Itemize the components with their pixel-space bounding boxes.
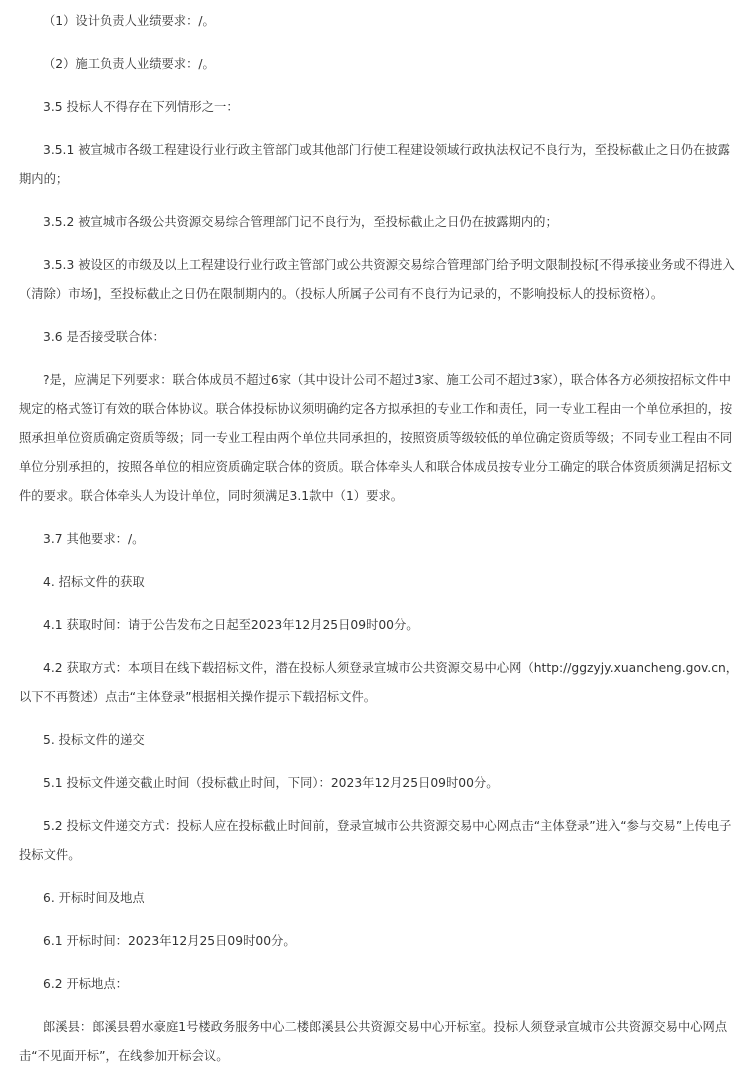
paragraph-4-1: 4.1 获取时间：请于公告发布之日起至2023年12月25日09时00分。 <box>43 618 419 632</box>
section-4-heading: 4. 招标文件的获取 <box>43 575 145 589</box>
paragraph-4-2: 4.2 获取方式：本项目在线下载招标文件，潜在投标人须登录宣城市公共资源交易中心网（http://ggzyjy.xuancheng.gov.cn，以下不再赘述）点击“主体登录”根据相关操作提示下载招标文件。 <box>19 661 739 704</box>
paragraph-construction-lead-requirement: （2）施工负责人业绩要求：/。 <box>43 57 215 71</box>
paragraph-6-1: 6.1 开标时间：2023年12月25日09时00分。 <box>43 934 296 948</box>
paragraph-3-6-heading: 3.6 是否接受联合体： <box>43 330 165 344</box>
paragraph-3-5-3: 3.5.3 被设区的市级及以上工程建设行业行政主管部门或公共资源交易综合管理部门给予明文限制投标[不得承接业务或不得进入（清除）市场]，至投标截止之日仍在限制期内的。（投标人所属子公司有不良行为记录的，不影响投标人的投标资格）。 <box>19 258 735 301</box>
paragraph-3-5-2: 3.5.2 被宣城市各级公共资源交易综合管理部门记不良行为，至投标截止之日仍在披露期内的； <box>43 215 558 229</box>
paragraph-3-7: 3.7 其他要求：/。 <box>43 532 145 546</box>
section-6-heading: 6. 开标时间及地点 <box>43 891 145 905</box>
paragraph-langxi-location: 郎溪县：郎溪县碧水豪庭1号楼政务服务中心二楼郎溪县公共资源交易中心开标室。投标人须登录宣城市公共资源交易中心网点击“不见面开标”，在线参加开标会议。 <box>19 1020 728 1063</box>
paragraph-5-1: 5.1 投标文件递交截止时间（投标截止时间，下同）：2023年12月25日09时00分。 <box>43 776 499 790</box>
paragraph-consortium-requirements: ?是，应满足下列要求：联合体成员不超过6家（其中设计公司不超过3家、施工公司不超过3家），联合体各方必须按招标文件中规定的格式签订有效的联合体协议。联合体投标协议须明确约定各方拟承担的专业工作和责任，同一专业工程由一个单位承担的，按照承担单位资质确定资质等级；同一专业工程由两个单位共同承担的，按照资质等级较低的单位确定资质等级；不同专业工程由不同单位分别承担的，按照各单位的相应资质确定联合体的资质。联合体牵头人和联合体成员按专业分工确定的联合体资质须满足招标文件的要求。联合体牵头人为设计单位，同时须满足3.1款中（1）要求。 <box>19 373 733 503</box>
paragraph-6-2: 6.2 开标地点： <box>43 977 128 991</box>
paragraph-design-lead-requirement: （1）设计负责人业绩要求：/。 <box>43 14 215 28</box>
section-5-heading: 5. 投标文件的递交 <box>43 733 145 747</box>
paragraph-3-5-heading: 3.5 投标人不得存在下列情形之一： <box>43 100 239 114</box>
paragraph-3-5-1: 3.5.1 被宣城市各级工程建设行业行政主管部门或其他部门行使工程建设领域行政执法权记不良行为，至投标截止之日仍在披露期内的； <box>19 143 730 186</box>
paragraph-5-2: 5.2 投标文件递交方式：投标人应在投标截止时间前，登录宣城市公共资源交易中心网点击“主体登录”进入“参与交易”上传电子投标文件。 <box>19 819 732 862</box>
